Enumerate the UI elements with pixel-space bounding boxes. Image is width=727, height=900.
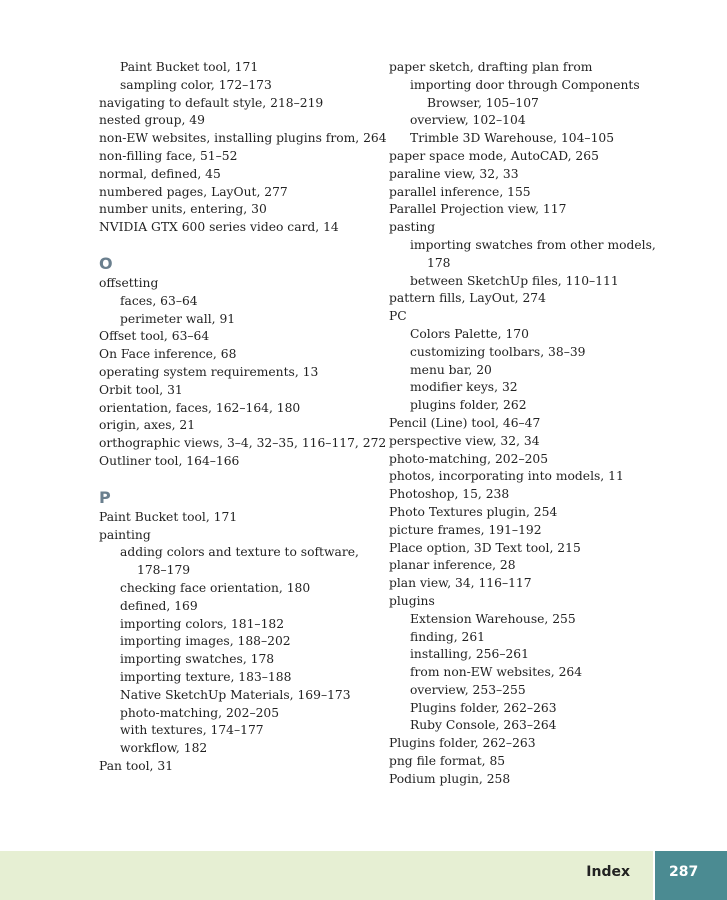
index-entry: png file format, 85 — [389, 754, 506, 769]
index-entry: normal, defined, 45 — [99, 166, 221, 181]
index-entry: number units, entering, 30 — [99, 202, 267, 217]
index-entry: picture frames, 191–192 — [389, 522, 542, 537]
index-entry: painting — [99, 527, 151, 542]
index-entry: Photoshop, 15, 238 — [389, 487, 510, 502]
index-entry: Parallel Projection view, 117 — [389, 202, 567, 217]
index-subentry: installing, 256–261 — [410, 647, 529, 662]
index-subentry: importing door through Components — [410, 77, 640, 92]
index-entry: photo-matching, 202–205 — [389, 451, 549, 466]
index-entry: Paint Bucket tool, 171 — [99, 509, 238, 524]
index-subentry: between SketchUp files, 110–111 — [410, 273, 619, 288]
index-subentry: plugins folder, 262 — [410, 398, 527, 413]
letter-heading: O — [99, 253, 113, 273]
index-entry: pattern fills, LayOut, 274 — [389, 291, 546, 306]
index-subentry: checking face orientation, 180 — [120, 580, 311, 595]
index-subentry: Plugins folder, 262–263 — [410, 700, 557, 715]
index-subentry: adding colors and texture to software, — [120, 545, 359, 560]
index-entry: pasting — [389, 220, 436, 235]
index-entry: operating system requirements, 13 — [99, 364, 319, 379]
index-entry: paraline view, 32, 33 — [389, 166, 519, 181]
index-subentry: workflow, 182 — [120, 741, 208, 756]
index-entry: On Face inference, 68 — [99, 347, 237, 362]
index-entry: numbered pages, LayOut, 277 — [99, 184, 288, 199]
index-entry: nested group, 49 — [99, 113, 205, 128]
index-subentry: from non-EW websites, 264 — [410, 665, 583, 680]
index-entry: Pencil (Line) tool, 46–47 — [389, 415, 541, 430]
index-subentry: with textures, 174–177 — [120, 723, 264, 738]
index-entry: Place option, 3D Text tool, 215 — [389, 540, 581, 555]
section-label: Index — [586, 864, 630, 880]
index-subentry: menu bar, 20 — [410, 362, 492, 377]
index-entry: non-filling face, 51–52 — [99, 148, 238, 163]
index-entry: NVIDIA GTX 600 series video card, 14 — [99, 220, 339, 235]
index-entry: parallel inference, 155 — [389, 184, 531, 199]
index-subentry: importing colors, 181–182 — [120, 616, 285, 631]
page-number-box — [655, 851, 727, 900]
index-entry: Plugins folder, 262–263 — [389, 736, 536, 751]
index-entry: planar inference, 28 — [389, 558, 516, 573]
index-entry: navigating to default style, 218–219 — [99, 95, 324, 110]
index-subentry: defined, 169 — [120, 598, 198, 613]
index-entry: orientation, faces, 162–164, 180 — [99, 400, 301, 415]
index-entry: PC — [389, 309, 407, 324]
index-entry: paper space mode, AutoCAD, 265 — [389, 148, 599, 163]
index-entry: Podium plugin, 258 — [389, 771, 511, 786]
index-entry: offsetting — [99, 275, 159, 290]
index-subentry: Native SketchUp Materials, 169–173 — [120, 687, 351, 702]
index-entry: plan view, 34, 116–117 — [389, 576, 532, 591]
page-number: 287 — [669, 864, 699, 880]
index-entry: paper sketch, drafting plan from — [389, 60, 593, 74]
index-subentry: overview, 102–104 — [410, 113, 526, 128]
index-subentry: Paint Bucket tool, 171 — [120, 60, 259, 74]
index-subentry: modifier keys, 32 — [410, 380, 518, 395]
index-entry: orthographic views, 3–4, 32–35, 116–117, 272 — [99, 436, 387, 451]
index-subentry: importing swatches, 178 — [120, 652, 275, 667]
index-entry: Offset tool, 63–64 — [99, 329, 210, 344]
index-subentry: Colors Palette, 170 — [410, 326, 529, 341]
index-entry: perspective view, 32, 34 — [389, 433, 540, 448]
index-subentry: 178–179 — [137, 563, 191, 578]
index-subentry: importing images, 188–202 — [120, 634, 291, 649]
index-entry: photos, incorporating into models, 11 — [389, 469, 624, 484]
index-column-left — [99, 59, 387, 776]
index-subentry: Extension Warehouse, 255 — [410, 611, 576, 626]
index-entry: Orbit tool, 31 — [99, 382, 183, 397]
index-subentry: Ruby Console, 263–264 — [410, 718, 557, 733]
index-subentry: faces, 63–64 — [120, 293, 198, 308]
index-column-right — [389, 59, 656, 789]
index-subentry: importing swatches from other models, — [410, 237, 656, 252]
index-subentry: Trimble 3D Warehouse, 104–105 — [410, 131, 615, 146]
index-entry: non-EW websites, installing plugins from, 264 — [99, 131, 387, 146]
index-entry: Photo Textures plugin, 254 — [389, 504, 558, 519]
index-entry: Pan tool, 31 — [99, 758, 174, 773]
footer-band — [0, 851, 653, 900]
letter-heading: P — [99, 487, 111, 507]
index-subentry: finding, 261 — [410, 629, 486, 644]
index-subentry: Browser, 105–107 — [427, 95, 539, 110]
index-entry: origin, axes, 21 — [99, 418, 196, 433]
index-subentry: overview, 253–255 — [410, 682, 526, 697]
index-subentry: customizing toolbars, 38–39 — [410, 344, 586, 359]
index-subentry: importing texture, 183–188 — [120, 669, 292, 684]
index-subentry: sampling color, 172–173 — [120, 77, 272, 92]
index-subentry: 178 — [427, 255, 451, 270]
index-entry: plugins — [389, 593, 435, 608]
index-entry: Outliner tool, 164–166 — [99, 453, 240, 468]
index-subentry: photo-matching, 202–205 — [120, 705, 280, 720]
index-subentry: perimeter wall, 91 — [120, 311, 236, 326]
